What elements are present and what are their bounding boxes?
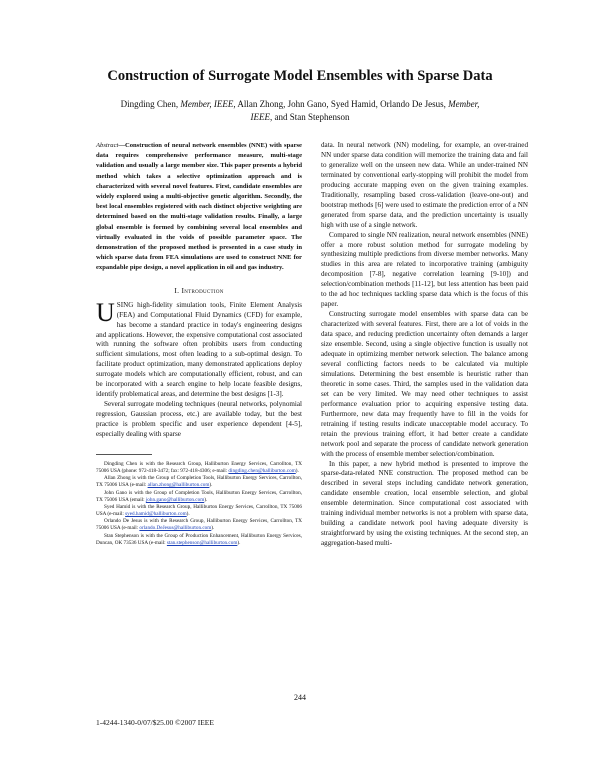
intro-paragraph-2: Several surrogate modeling techniques (neural networks, polynomial regression, Gaussian process, etc.) are available today, but the best practice is problem specific and user experience dependent [4-5], especially dealing with sparse xyxy=(96,400,302,439)
footnote: Syed Hamid is with the Research Group, Halliburton Energy Services, Carrollton, TX 75006 USA (e-mail: syed.hamid@halliburton.com). xyxy=(96,503,302,518)
email-link[interactable]: stan.stephenson@halliburton.com xyxy=(166,539,238,546)
intro-paragraph-1 xyxy=(96,297,302,401)
author-list xyxy=(95,98,505,123)
email-link[interactable]: dingding.chen@halliburton.com xyxy=(228,468,296,475)
footnote: John Gano is with the Group of Completion Tools, Halliburton Energy Services, Carrollton, TX 75006 USA (email: john.gano@halliburton.com). xyxy=(96,489,302,503)
footnote-text: Orlando De Jesus is with the Research Group, Halliburton Energy Services, Carrollton, TX 75006 USA (e-mail: xyxy=(96,518,302,532)
intro-paragraph-1-text: SING high-fidelity simulation tools, Finite Element Analysis (FEA) and Computational Fluid Dynamics (CFD) for example, has become a standard practice in today's engineering designs and applications. However, the expensive computational cost associated with running the software often prohibits users from conducting sufficient simulations, most often leading to a sub-optimal design. To facilitate product optimization, many demonstrated applications deploy surrogate models which are computationally efficient, robust, and can be incorporated with a search engine to help locate feasible designs, identify problematical areas, and determine the best designs [1-3]. xyxy=(96,300,302,399)
member-tag-2: Member, xyxy=(448,99,480,109)
footnote-text: Dingding Chen is with the Research Group, Halliburton Energy Services, Carrollton, TX 75006 USA (phone: 972-418-3472; fax: 972-418-4306; e-mail: xyxy=(96,460,302,475)
paper-title: Construction of Surrogate Model Ensembles with Sparse Data xyxy=(107,68,493,84)
footnote: Stan Stephenson is with the Group of Production Enhancement, Halliburton Energy Services, Duncan, OK 73536 USA (e-mail: stan.stephenson@halliburton.com). xyxy=(96,532,302,546)
email-link[interactable]: syed.hamid@halliburton.com xyxy=(125,511,187,518)
footnote-rule xyxy=(96,454,152,455)
footnote-text: John Gano is with the Group of Completion Tools, Halliburton Energy Services, Carrollton, TX 75006 USA (email: xyxy=(96,489,302,503)
section-heading-introduction xyxy=(96,286,302,295)
right-column xyxy=(321,141,528,549)
left-column xyxy=(96,141,302,547)
author-line-1b: , Allan Zhong, John Gano, Syed Hamid, Orlando De Jesus, xyxy=(233,99,449,109)
email-link[interactable]: orlando.DeJesus@halliburton.com xyxy=(139,525,212,532)
section-title: Introduction xyxy=(181,285,224,295)
member-tag-2b: IEEE xyxy=(250,111,270,122)
footnote-text: Syed Hamid is with the Research Group, Halliburton Energy Services, Carrollton, TX 75006 USA (e-mail: xyxy=(96,503,302,518)
footnote: Allan Zhong is with the Group of Completion Tools, Halliburton Energy Services, Carrollton, TX 75006 USA (e-mail: allan.zhong@halliburton.com). xyxy=(96,475,302,489)
footnote-text: Allan Zhong is with the Group of Completion Tools, Halliburton Energy Services, Carrollton, TX 75006 USA (e-mail: xyxy=(96,475,302,489)
abstract xyxy=(96,141,302,274)
body-paragraph: Constructing surrogate model ensembles with sparse data can be characterized with several features. First, there are a lot of voids in the data space, and reducing prediction uncertainty often demands a larger size ensemble. Second, using a single objective function is usually not adequate in optimizing member network selection. The balance among several conflicting factors needs to be calculated via multiple simulations. Determining the best ensemble is heuristic rather than theoretic in some cases. Third, the samples used in the validation data set can be very limited. We may need other techniques to assist performance evaluation prior to acquiring expensive testing data. Furthermore, new data may frequently have to fill in the voids for retraining if testing results indicate unacceptable model accuracy. To retain the previous training effort, it had better create a candidate network pool and separate the process of candidate network generation with the process of ensemble member selection/combination. xyxy=(321,310,528,458)
footnotes xyxy=(96,461,302,547)
body-paragraph: data. In neural network (NN) modeling, for example, an over-trained NN under sparse data condition will memorize the training data and fail to generalize well on the unseen new data. While an under-trained NN terminated by conventional early-stopping will prohibit the model from producing accurate mapping even on the given training examples. Traditionally, resampling based cross-validation (leave-one-out) and bootstrap methods [6] were used to estimate the prediction error of a NN generated from sparse data, and the prediction uncertainty is usually high with use of a single network. xyxy=(321,141,528,229)
drop-cap: U xyxy=(96,297,115,327)
footnote: Orlando De Jesus is with the Research Group, Halliburton Energy Services, Carrollton, TX 75006 USA (e-mail: orlando.DeJesus@halliburton.com). xyxy=(96,518,302,532)
section-numeral: I. xyxy=(174,285,182,295)
author-line-2b: , and Stan Stephenson xyxy=(270,111,350,122)
body-paragraph: In this paper, a new hybrid method is presented to improve the sparse-data-related NNE construction. The proposed method can be described in several steps including candidate network generation, candidate ensemble creation, local ensemble selection, and global ensemble determination. Since computational cost associated with training individual member networks is not a problem with sparse data, building a candidate network pool having adequate diversity is straightforward by using the existing techniques. At the second step, an aggregation-based multi- xyxy=(321,459,528,548)
email-link[interactable]: john.gano@halliburton.com xyxy=(145,496,205,503)
author-line-1: Dingding Chen, xyxy=(120,99,181,109)
abstract-text: —Construction of neural network ensembles (NNE) with sparse data requires comprehensive performance measure, multi-stage validation and usually a large member size. This paper presents a hybrid method which takes a selective optimization approach and is characterized with several novel features. First, candidate ensembles are widely explored using a multi-objective genetic algorithm. Secondly, the best local ensembles registered with each distinct objective weighting are determined based on the multi-stage validation results. Finally, a large global ensemble is formed by combining several local ensembles and virtually evaluated in the voids of possible parameter space. The demonstration of the proposed method is presented in a case study in which sparse data from FEA simulations are used to construct NNE for expandable pipe design, a novel application in oil and gas industry. xyxy=(96,142,302,272)
copyright-line: 1-4244-1340-0/07/$25.00 ©2007 IEEE xyxy=(96,718,214,727)
abstract-lead: Abstract xyxy=(96,142,119,149)
footnote-text: Stan Stephenson is with the Group of Production Enhancement, Halliburton Energy Services, Duncan, OK 73536 USA (e-mail: xyxy=(96,532,302,546)
email-link[interactable]: allan.zhong@halliburton.com xyxy=(147,482,210,489)
body-paragraph: Compared to single NN realization, neural network ensembles (NNE) offer a more robust solution method for surrogate modeling by synthesizing multiple predictions from diverse member networks. Many studies in this area are related to incorporative training (ambiguity decomposition [7-8], negative correlation learning [9-10]) and selection/combination methods [11-12], but less attention has been paid to the ad hoc techniques tackling sparse data which is the focus of this paper. xyxy=(321,230,528,309)
page-number: 244 xyxy=(294,693,306,702)
member-tag-1: Member, IEEE xyxy=(180,99,234,109)
footnote: Dingding Chen is with the Research Group, Halliburton Energy Services, Carrollton, TX 75006 USA (phone: 972-418-3472; fax: 972-418-4306; e-mail: dingding.chen@halliburton.com). xyxy=(96,460,302,475)
